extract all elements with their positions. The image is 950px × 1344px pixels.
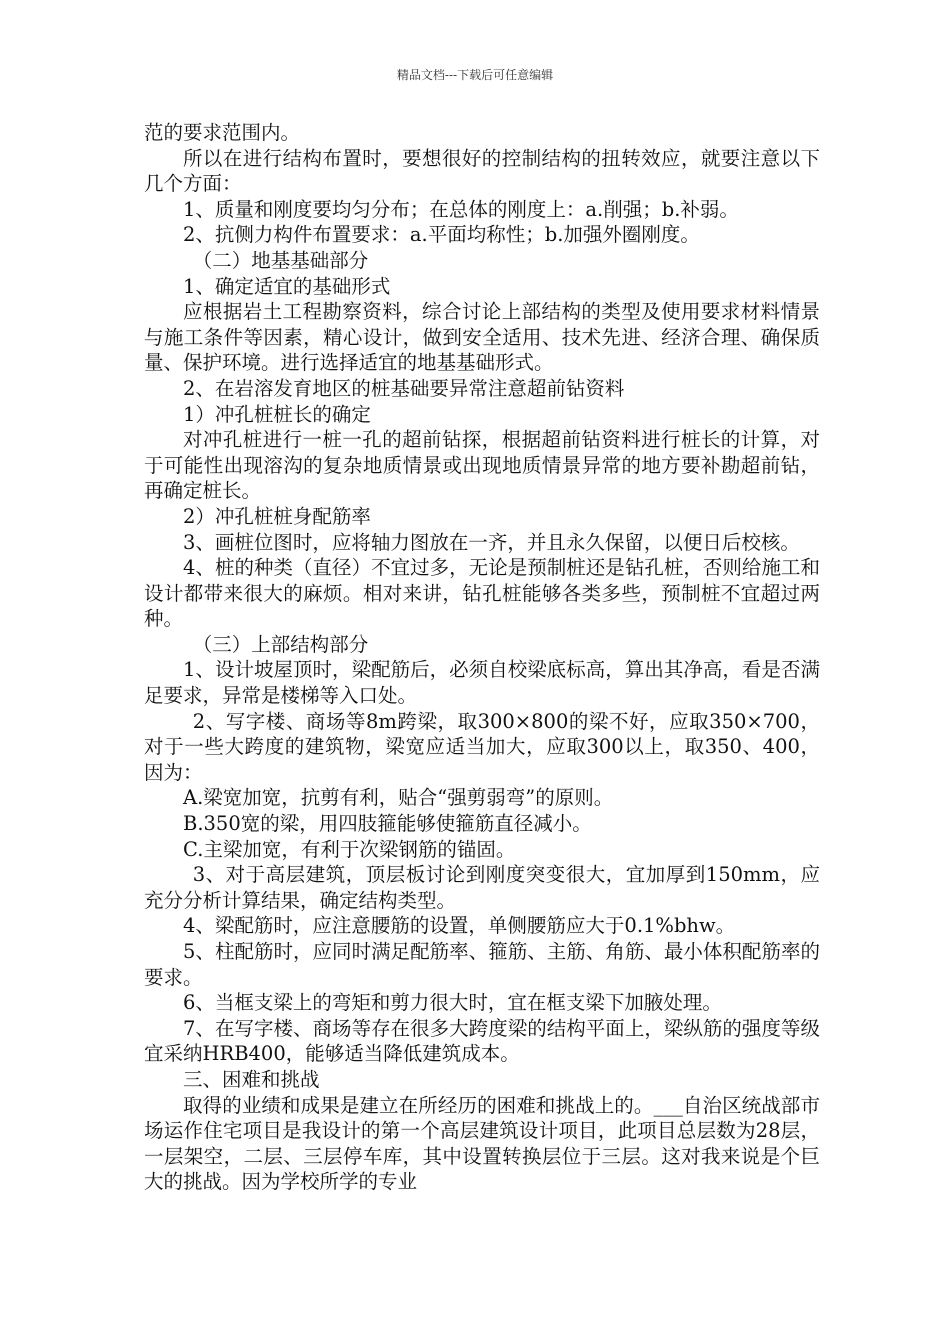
page-header: 精品文档---下载后可任意编辑 — [396, 68, 554, 82]
section-heading: （三）上部结构部分 — [192, 632, 369, 656]
paragraph: 3、对于高层建筑，顶层板讨论到刚度突变很大，宜加厚到150mm，应充分分析计算结果，确定结构类型。 — [144, 863, 820, 912]
section-heading: （二）地基基础部分 — [192, 248, 369, 272]
paragraph: 5、柱配筋时，应同时满足配筋率、箍筋、主筋、角筋、最小体积配筋率的要求。 — [144, 940, 820, 989]
paragraph: 3、画桩位图时，应将轴力图放在一齐，并且永久保留，以便日后校核。 — [183, 530, 800, 554]
paragraph: 7、在写字楼、商场等存在很多大跨度梁的结构平面上，梁纵筋的强度等级宜采纳HRB400，能够适当降低建筑成本。 — [144, 1016, 820, 1066]
list-item: A.梁宽加宽，抗剪有利，贴合“强剪弱弯”的原则。 — [183, 786, 614, 810]
paragraph: 范的要求范围内。 — [144, 121, 301, 144]
paragraph: 应根据岩土工程勘察资料，综合讨论上部结构的类型及使用要求材料情景与施工条件等因素，精心设计，做到安全适用、技术先进、经济合理、确保质量、保护环境。进行选择适宜的地基基础形式。 — [144, 300, 820, 375]
subheading: 2）冲孔桩桩身配筋率 — [183, 504, 371, 528]
subheading: 2、在岩溶发育地区的桩基础要异常注意超前钻资料 — [183, 376, 625, 400]
list-item: 2、抗侧力构件布置要求：a.平面均称性；b.加强外圈刚度。 — [183, 223, 700, 247]
paragraph: 4、梁配筋时，应注意腰筋的设置，单侧腰筋应大于0.1%bhw。 — [183, 914, 736, 938]
paragraph: 4、桩的种类（直径）不宜过多，无论是预制桩还是钻孔桩，否则给施工和设计都带来很大的麻烦。相对来讲，钻孔桩能够各类多些，预制桩不宜超过两种。 — [144, 556, 820, 631]
document-body — [144, 120, 820, 1195]
section-heading: 三、困难和挑战 — [183, 1067, 320, 1091]
paragraph: 所以在进行结构布置时，要想很好的控制结构的扭转效应，就要注意以下几个方面： — [144, 146, 820, 196]
paragraph: 1、设计坡屋顶时，梁配筋后，必须自校梁底标高，算出其净高，看是否满足要求，异常是楼梯等入口处。 — [144, 658, 820, 708]
subheading: 1）冲孔桩桩长的确定 — [183, 402, 371, 426]
paragraph: 取得的业绩和成果是建立在所经历的困难和挑战上的。___自治区统战部市场运作住宅项目是我设计的第一个高层建筑设计项目，此项目总层数为28层，一层架空，二层、三层停车库，其中设置转换层位于三层。这对我来说是个巨大的挑战。因为学校所学的专业 — [144, 1093, 820, 1194]
list-item: 1、质量和刚度要均匀分布；在总体的刚度上：a.削强；b.补弱。 — [183, 197, 739, 221]
paragraph: 6、当框支梁上的弯矩和剪力很大时，宜在框支梁下加腋处理。 — [183, 991, 722, 1015]
list-item: C.主梁加宽，有利于次梁钢筋的锚固。 — [183, 837, 516, 861]
list-item: B.350宽的梁，用四肢箍能够使箍筋直径减小。 — [183, 812, 592, 836]
paragraph: 对冲孔桩进行一桩一孔的超前钻探，根据超前钻资料进行桩长的计算，对于可能性出现溶沟的复杂地质情景或出现地质情景异常的地方要补勘超前钻，再确定桩长。 — [144, 428, 820, 503]
paragraph: 2、写字楼、商场等8m跨梁，取300×800的梁不好，应取350×700，对于一些大跨度的建筑物，梁宽应适当加大，应取300以上，取350、400，因为： — [144, 709, 820, 784]
subheading: 1、确定适宜的基础形式 — [183, 274, 391, 298]
